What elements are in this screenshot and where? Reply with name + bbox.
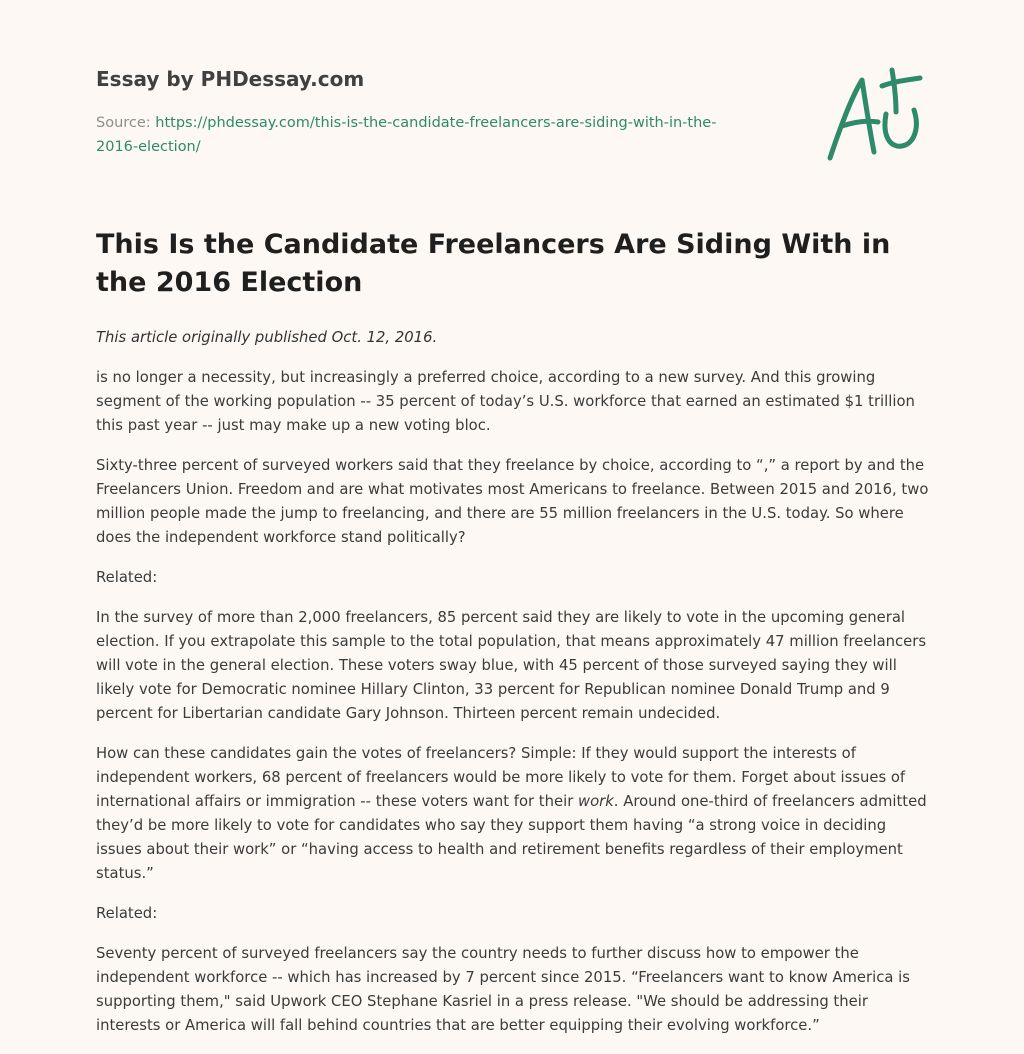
source-url-line-2: 2016-election/ (96, 139, 201, 155)
paragraph-4-emphasis: work (577, 793, 614, 810)
source-line (96, 111, 796, 159)
paragraph-4-text-b: . Around one-third of freelancers admitted they’d be more likely to vote for candidates who say they support them having “a strong voice in deciding issues about their work” or “having access to health and retirement benefits regardless of their employment status.” (96, 793, 927, 882)
site-title: Essay by PHDessay.com (96, 67, 365, 91)
a-plus-grade-logo (822, 66, 932, 166)
page-header (96, 66, 796, 159)
original-publication-note: This article originally published Oct. 12, 2016. (96, 329, 438, 346)
paragraph-4-text-a: How can these candidates gain the votes of freelancers? Simple: If they would support the interests of independent workers, 68 percent of freelancers would be more likely to vote for them. Forget about issues of international affairs or immigration -- these voters want for their (96, 745, 906, 810)
source-url-line-1: https://phdessay.com/this-is-the-candidate-freelancers-are-siding-with-in-the- (155, 115, 717, 131)
paragraph-2: Sixty-three percent of surveyed workers said that they freelance by choice, according to “,” a report by and the Freelancers Union. Freedom and are what motivates most Americans to freelance. Between 2015 and 2016, two million people made the jump to freelancing, and there are 55 million freelancers in the U.S. today. So where does the independent workforce stand politically? (96, 457, 929, 546)
paragraph-3: In the survey of more than 2,000 freelancers, 85 percent said they are likely to vote in the upcoming general election. If you extrapolate this sample to the total population, that means approximately 47 million freelancers will vote in the general election. These voters sway blue, with 45 percent of those surveyed saying they will likely vote for Democratic nominee Hillary Clinton, 33 percent for Republican nominee Donald Trump and 9 percent for Libertarian candidate Gary Johnson. Thirteen percent remain undecided. (96, 609, 927, 722)
source-label: Source: (96, 115, 151, 131)
source-link[interactable] (96, 115, 716, 155)
paragraph-4 (96, 742, 936, 886)
related-label-2: Related: (96, 905, 158, 922)
paragraph-1: is no longer a necessity, but increasingly a preferred choice, according to a new survey. And this growing segment of the working population -- 35 percent of today’s U.S. workforce that earned an estimated $1 trillion this past year -- just may make up a new voting bloc. (96, 369, 915, 434)
related-label-1: Related: (96, 569, 158, 586)
article (96, 226, 936, 1054)
article-title: This Is the Candidate Freelancers Are Siding With in the 2016 Election (96, 229, 891, 298)
paragraph-5: Seventy percent of surveyed freelancers say the country needs to further discuss how to empower the independent workforce -- which has increased by 7 percent since 2015. “Freelancers want to know America is supporting them," said Upwork CEO Stephane Kasriel in a press release. "We should be addressing their interests or America will fall behind countries that are better equipping their evolving workforce.” (96, 945, 910, 1034)
